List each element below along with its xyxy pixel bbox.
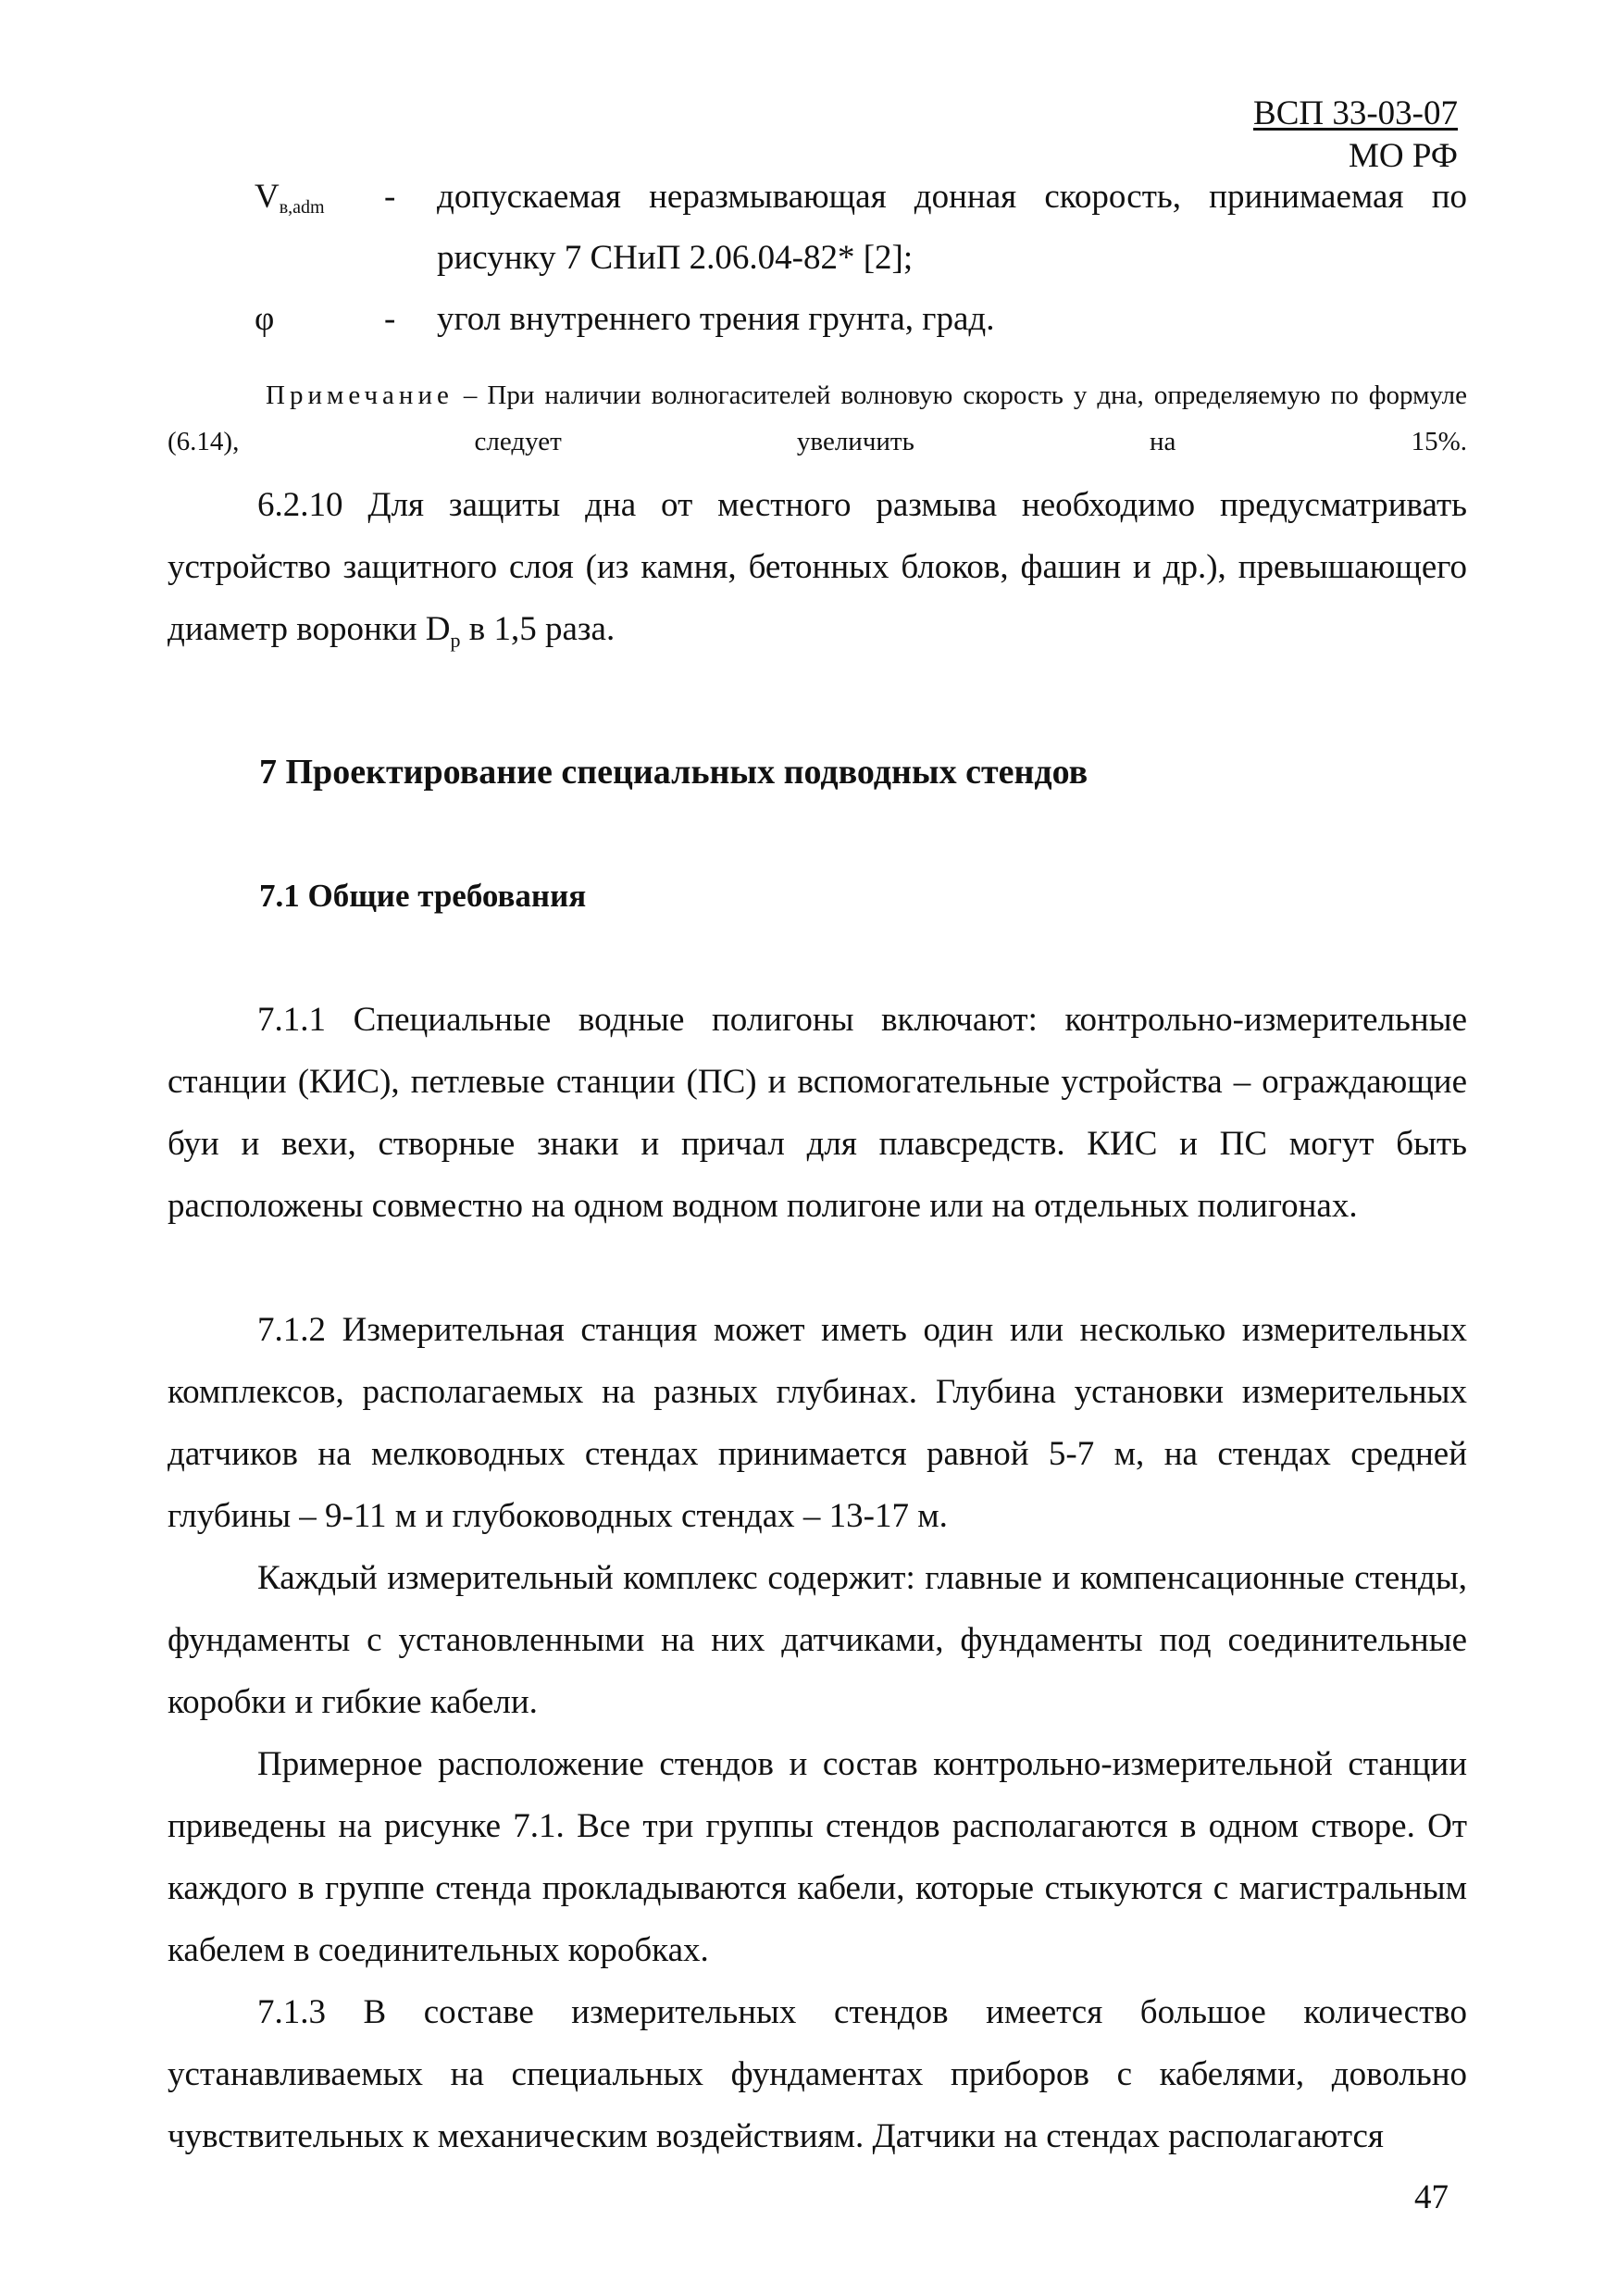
symbol-subscript: в,adm — [279, 197, 325, 218]
document-header — [1253, 93, 1458, 178]
paragraph-body: Каждый измерительный комплекс содержит: главные и компенсационные стенды, фундаменты с установленными на них датчиками, фундаменты под соединительные коробки и гибкие кабели. — [168, 1559, 1467, 1721]
definition-text: допускаемая неразмывающая донная скорость, принимаемая по рисунку 7 СНиП 2.06.04-82* [2]; — [437, 178, 1467, 277]
paragraph-7-1-2: 7.1.2 Измерительная станция может иметь один или несколько измерительных комплексов, располагаемых на разных глубинах. Глубина установки измерительных датчиков на мелководных стендах принимается равной 5-7 м, на стендах средней глубины – 9-11 м и глубоководных стендах – 13-17 м. — [168, 1311, 1467, 1535]
page-number: 47 — [1414, 2178, 1449, 2216]
definition-item — [255, 289, 1467, 350]
paragraph-7-1-1: 7.1.1 Специальные водные полигоны включают: контрольно-измерительные станции (КИС), петлевые станции (ПС) и вспомогательные устройства – ограждающие буи и вехи, створные знаки и причал для плавсредств. КИС и ПС могут быть расположены совместно на одном водном полигоне или на отдельных полигонах. — [168, 1001, 1467, 1225]
document-code: ВСП 33-03-07 — [1253, 94, 1458, 132]
paragraph-body: Примерное расположение стендов и состав контрольно-измерительной станции приведены на рисунке 7.1. Все три группы стендов располагаются в одном створе. От каждого в группе стенда прокладываются кабели, которые стыкуются с магистральным кабелем в соединительных коробках. — [168, 1745, 1467, 1969]
note-separator: – — [453, 381, 488, 410]
subsection-title: 7.1 Общие требования — [259, 878, 587, 914]
note-block — [168, 372, 1467, 465]
document-organization: МО РФ — [1348, 137, 1458, 175]
paragraph-7-1-3: 7.1.3 В составе измерительных стендов имеется большое количество устанавливаемых на специальных фундаментах приборов с кабелями, довольно чувствительных к механическим воздействиям. Датчики на стендах располагаются — [168, 1993, 1467, 2155]
definition-symbol: φ — [255, 300, 275, 338]
paragraph-6-2-10: 6.2.10 Для защиты дна от местного размыва необходимо предусматривать устройство защитного слоя (из камня, бетонных блоков, фашин и др.), превышающего диаметр воронки $D_р$ в 1,5 раза. — [168, 486, 1467, 652]
section-title: 7 Проектирование специальных подводных стендов — [259, 753, 1088, 792]
definition-symbol: $V_{в,adm}$ — [255, 178, 325, 218]
diameter-subscript: р — [450, 629, 461, 652]
definition-dash: - — [384, 300, 396, 338]
note-label: Примечание — [266, 381, 454, 410]
note-text: При наличии волногасителей волновую скорость у дна, определяемую по формуле (6.14), следует увеличить на 15%. — [168, 381, 1468, 456]
definition-text: угол внутреннего трения грунта, град. — [437, 300, 995, 338]
definition-item — [255, 167, 1467, 289]
definition-dash: - — [384, 178, 396, 216]
